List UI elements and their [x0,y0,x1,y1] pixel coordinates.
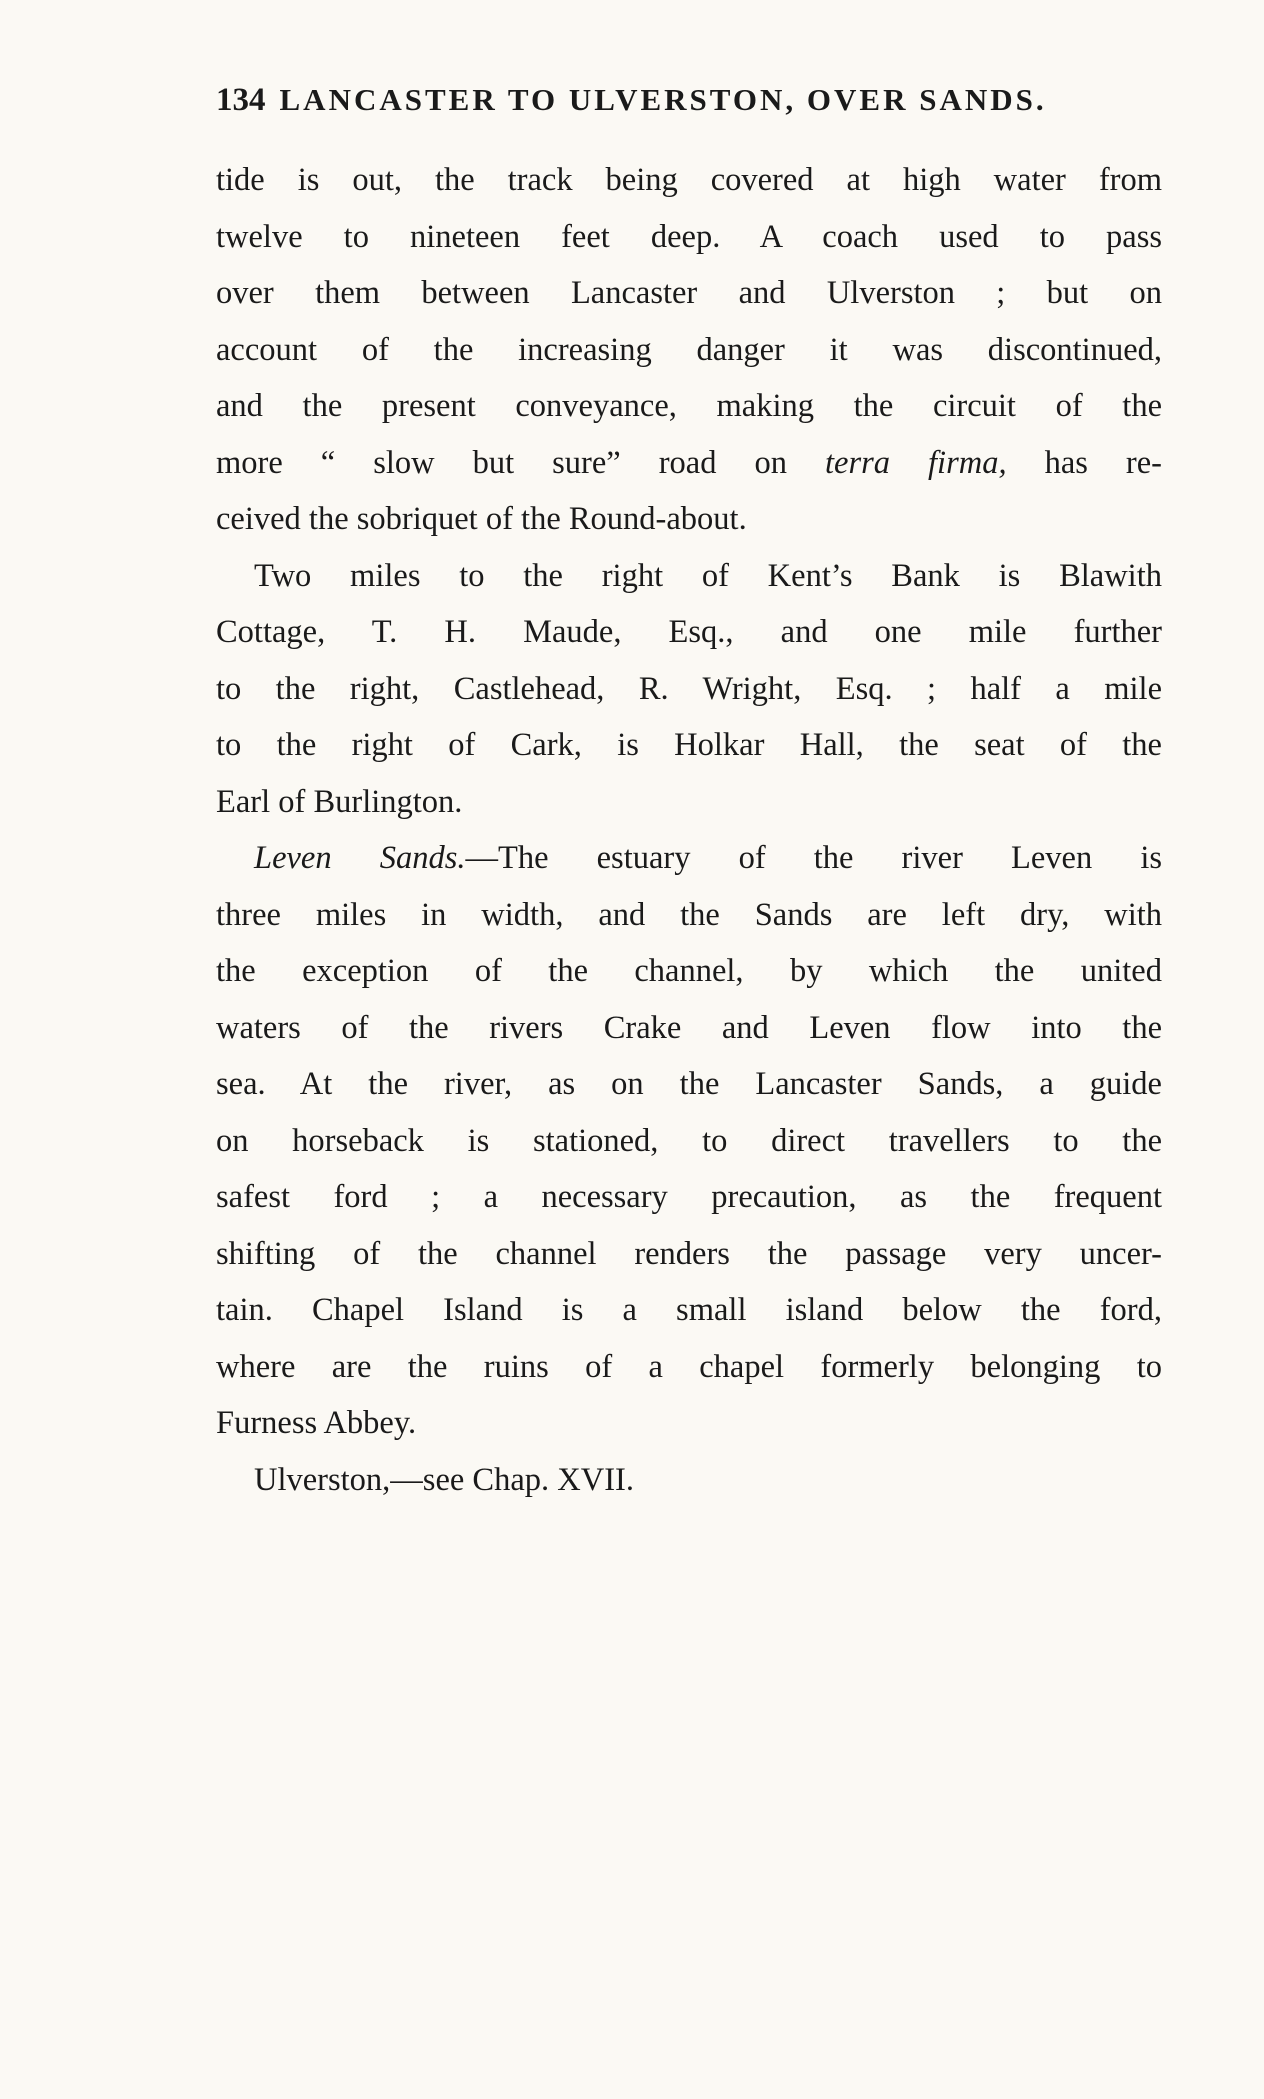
running-head [216,82,1156,119]
text-line: Two miles to the right of Kent’s Bank is Blawith [254,558,1162,594]
text-line: three miles in width, and the Sands are left dry, with [216,897,1162,933]
text-line [216,443,1162,483]
italic-phrase: terra firma, [825,445,1007,481]
text-line: tain. Chapel Island is a small island below the ford, [216,1292,1162,1328]
text-line: to the right, Castlehead, R. Wright, Esq. ; half a mile [216,671,1162,707]
text-line: Earl of Burlington. [216,784,463,820]
text-line: where are the ruins of a chapel formerly belonging to [216,1349,1162,1385]
text-line: Cottage, T. H. Maude, Esq., and one mile further [216,614,1162,650]
text-line: twelve to nineteen feet deep. A coach used to pass [216,219,1162,255]
text-segment: —The estuary of the river Leven is [465,840,1162,876]
text-line: safest ford ; a necessary precaution, as the frequent [216,1179,1162,1215]
text-line: ceived the sobriquet of the Round-about. [216,501,747,537]
text-line: sea. At the river, as on the Lancaster Sands, a guide [216,1066,1162,1102]
italic-heading: Leven Sands. [254,840,466,876]
text-line [254,838,1162,878]
text-line: tide is out, the track being covered at high water from [216,162,1162,198]
text-line: Ulverston,—see Chap. XVII. [254,1462,634,1498]
text-line: and the present conveyance, making the circuit of the [216,388,1162,424]
text-line: Furness Abbey. [216,1405,417,1441]
running-title: LANCASTER TO ULVERSTON, OVER SANDS. [279,82,1047,117]
text-line: on horseback is stationed, to direct travellers to the [216,1123,1162,1159]
text-line: the exception of the channel, by which the united [216,953,1162,989]
text-line: account of the increasing danger it was discontinued, [216,332,1162,368]
text-line: to the right of Cark, is Holkar Hall, the seat of the [216,727,1162,763]
text-segment: more “ slow but sure” road on [216,445,787,481]
text-line: waters of the rivers Crake and Leven flow into the [216,1010,1162,1046]
page-number: 134 [216,82,266,118]
text-segment: has re- [1044,445,1162,481]
text-line: over them between Lancaster and Ulverston ; but on [216,275,1162,311]
text-line: shifting of the channel renders the passage very uncer- [216,1236,1162,1272]
